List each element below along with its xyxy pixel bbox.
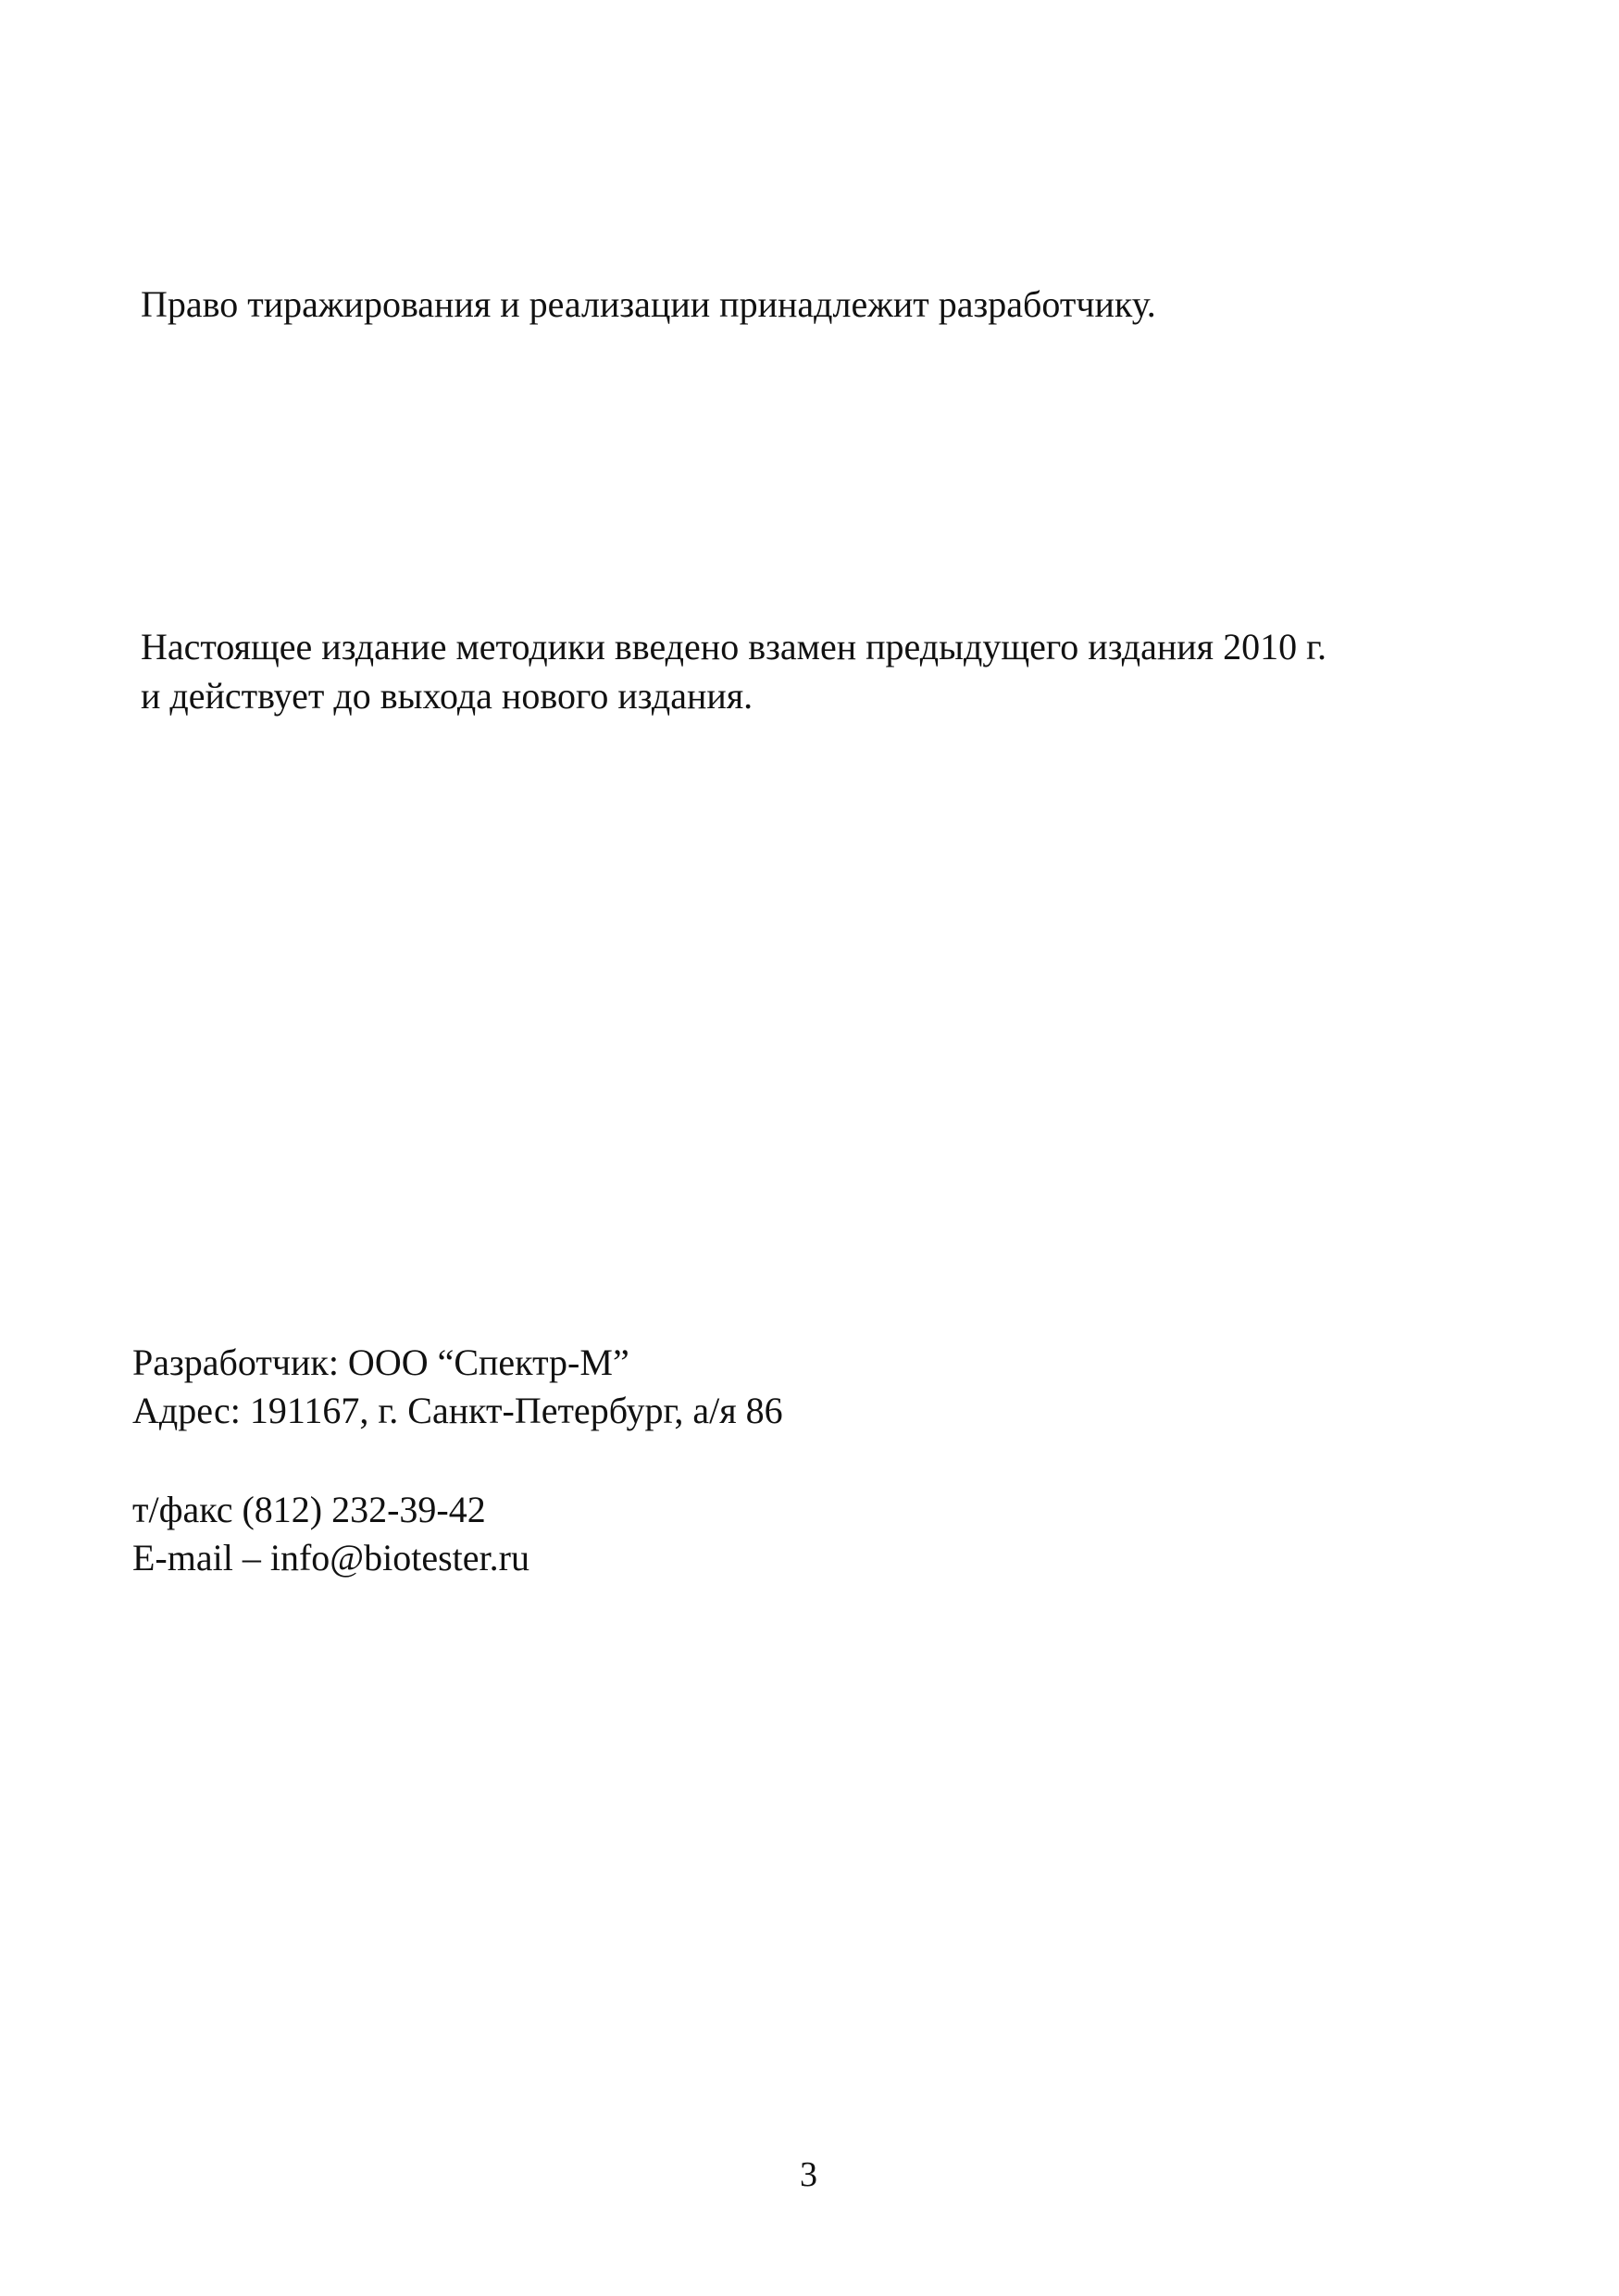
phone-fax-info: т/факс (812) 232-39-42 — [132, 1489, 486, 1530]
rights-notice: Право тиражирования и реализации принадлежит разработчику. — [141, 283, 1156, 325]
address-info: Адрес: 191167, г. Санкт-Петербург, а/я 86 — [132, 1390, 783, 1431]
edition-notice-line-1: Настоящее издание методики введено взамен предыдущего издания 2010 г. — [141, 626, 1326, 668]
page-number: 3 — [800, 2155, 817, 2194]
developer-info: Разработчик: ООО “Спектр-М” — [132, 1341, 629, 1383]
edition-notice-line-2: и действует до выхода нового издания. — [141, 675, 753, 717]
email-info: E-mail – info@biotester.ru — [132, 1537, 529, 1578]
